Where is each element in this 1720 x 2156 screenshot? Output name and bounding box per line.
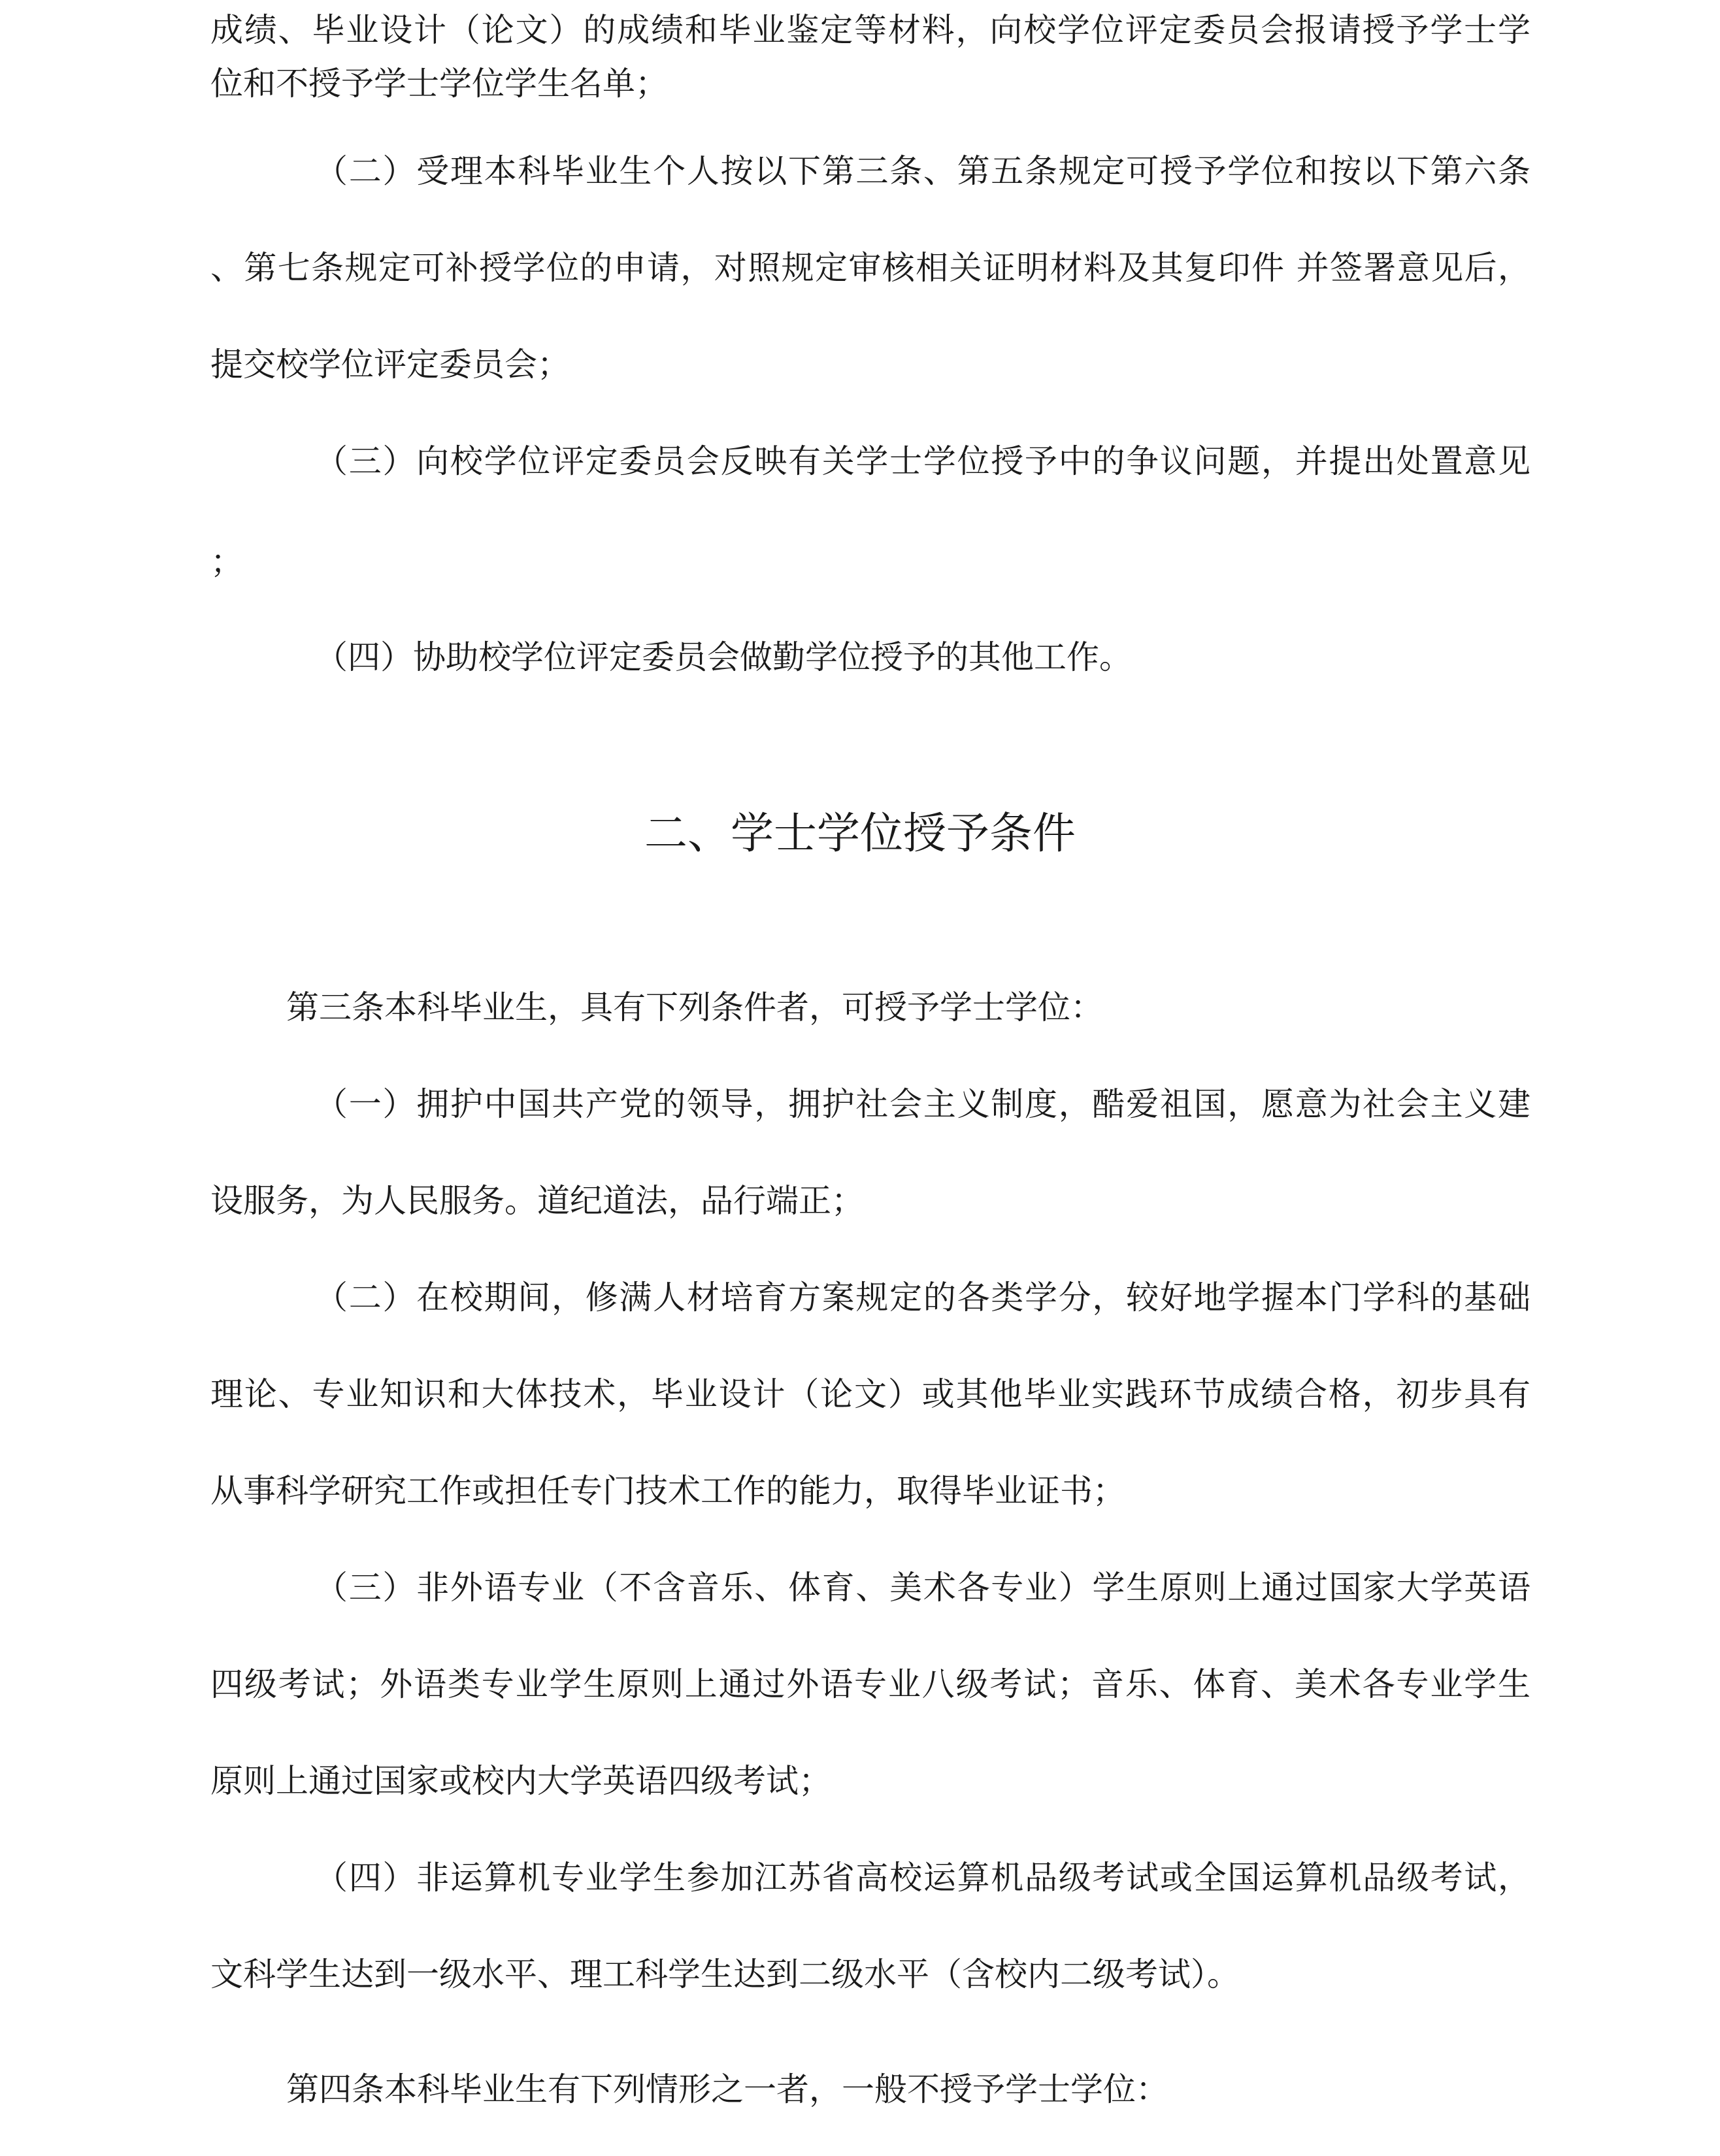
item-4-line: （四）协助校学位评定委员会做勤学位授予的其他工作。: [315, 638, 1132, 676]
condition-1-line: 设服务，为人民服务。道纪道法，品行端正；: [210, 1182, 864, 1220]
section-heading: 二、学士学位授予条件: [644, 808, 1076, 858]
article-3: 第三条本科毕业生，具有下列条件者，可授予学士学位：: [286, 988, 1103, 1026]
item-3-line: （三）向校学位评定委员会反映有关学士学位授予中的争议问题，并提出处置意见: [315, 442, 1530, 480]
condition-3-line: 四级考试；外语类专业学生原则上通过外语专业八级考试；音乐、体育、美术各专业学生: [210, 1665, 1530, 1703]
condition-2-line: （二）在校期间，修满人材培育方案规定的各类学分，较好地学握本门学科的基础: [315, 1279, 1530, 1316]
article-4: 第四条本科毕业生有下列情形之一者，一般不授予学士学位：: [286, 2070, 1168, 2108]
paragraph-line: 成绩、毕业设计（论文）的成绩和毕业鉴定等材料，向校学位评定委员会报请授予学士学: [210, 11, 1530, 49]
condition-4-line: 文科学生达到一级水平、理工科学生达到二级水平（含校内二级考试）。: [210, 1955, 1240, 1993]
condition-4-line: （四）非运算机专业学生参加江苏省高校运算机品级考试或全国运算机品级考试，: [315, 1859, 1530, 1897]
item-3-line: ；: [210, 543, 243, 581]
condition-1-line: （一）拥护中国共产党的领导，拥护社会主义制度，酷爱祖国，愿意为社会主义建: [315, 1085, 1530, 1123]
condition-3-line: 原则上通过国家或校内大学英语四级考试；: [210, 1762, 831, 1800]
condition-3-line: （三）非外语专业（不含音乐、体育、美术各专业）学生原则上通过国家大学英语: [315, 1569, 1530, 1607]
item-2-line: 、第七条规定可补授学位的申请，对照规定审核相关证明材料及其复印件 并签署意见后，: [210, 249, 1530, 287]
item-2-line: 提交校学位评定委员会；: [210, 346, 570, 384]
condition-2-line: 理论、专业知识和大体技术，毕业设计（论文）或其他毕业实践环节成绩合格，初步具有: [210, 1375, 1530, 1413]
condition-2-line: 从事科学研究工作或担任专门技术工作的能力，取得毕业证书；: [210, 1472, 1125, 1510]
item-2-line: （二）受理本科毕业生个人按以下第三条、第五条规定可授予学位和按以下第六条: [315, 152, 1530, 190]
paragraph-line: 位和不授予学士学位学生名单；: [210, 65, 668, 103]
